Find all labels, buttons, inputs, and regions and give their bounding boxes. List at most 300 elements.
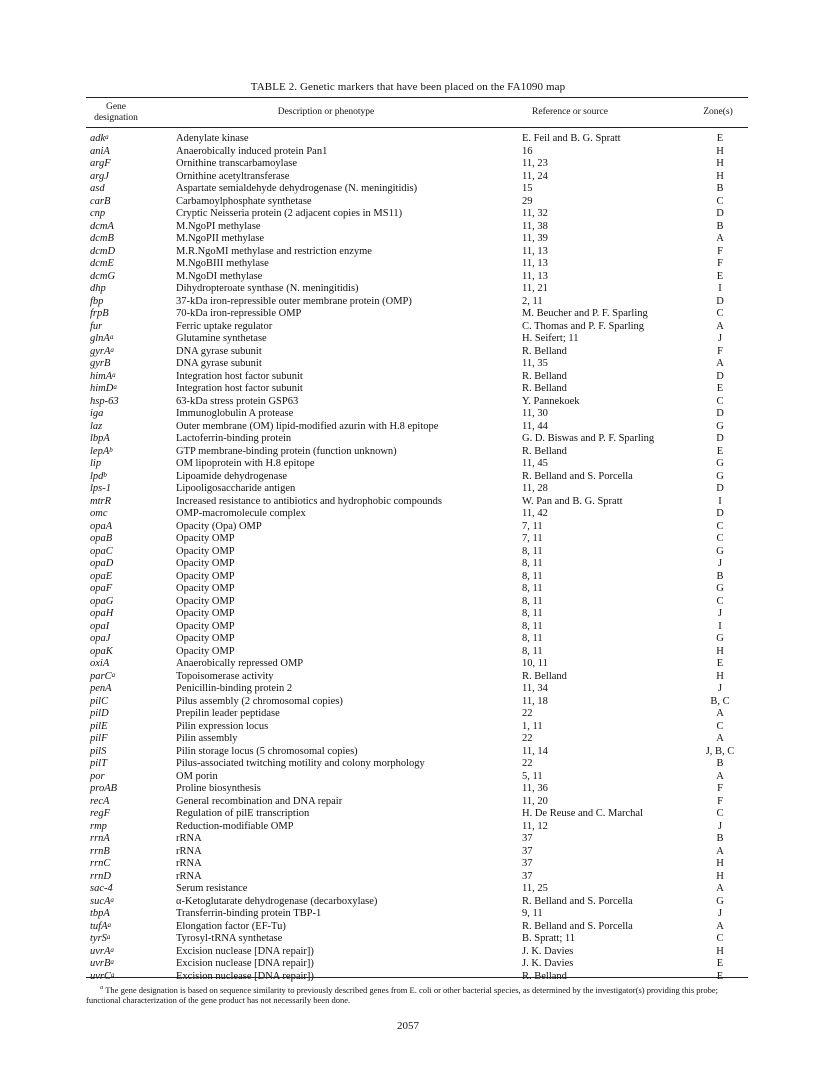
reference-cell: R. Belland (522, 670, 567, 682)
description-cell: Anaerobically repressed OMP (176, 658, 304, 669)
zone-cell: J (717, 820, 723, 832)
table-row (0, 183, 816, 196)
description-cell: OM porin (176, 770, 218, 782)
zone-cell: H (716, 670, 724, 682)
zone-cell: J (717, 608, 723, 619)
zone-cell: A (716, 733, 724, 744)
zone-cell: H (716, 645, 724, 657)
gene-cell (90, 633, 110, 646)
reference-cell: 11, 28 (522, 483, 548, 494)
description-cell: Topoisomerase activity (176, 670, 274, 682)
table-row (0, 233, 816, 246)
description-cell: Carbamoylphosphate synthetase (176, 195, 312, 207)
zone-cell: E (716, 133, 724, 144)
gene-name: pilD (90, 708, 109, 719)
reference-cell: 11, 38 (522, 220, 548, 232)
table-row (0, 196, 816, 209)
zone-cell: A (716, 708, 724, 719)
reference-cell: 8, 11 (522, 570, 543, 582)
table-row (0, 908, 816, 921)
gene-name: lbpA (90, 433, 110, 444)
gene-name: adk (90, 133, 106, 144)
gene-cell (90, 733, 108, 746)
table-row (0, 558, 816, 571)
gene-cell (90, 258, 114, 271)
reference-cell: 2, 11 (522, 295, 543, 307)
gene-cell (90, 358, 110, 371)
gene-name: opaA (90, 520, 113, 532)
gene-name: oxiA (90, 658, 110, 669)
gene-name: opaC (90, 545, 113, 557)
description-cell: Pilus-associated twitching motility and colony morphology (176, 758, 425, 769)
gene-footnote-mark: a (110, 958, 114, 966)
gene-name: regF (90, 808, 111, 819)
zone-cell: D (716, 508, 724, 519)
zone-cell: G (716, 895, 724, 907)
reference-cell: R. Belland (522, 370, 567, 382)
reference-cell: 11, 24 (522, 170, 548, 182)
gene-footnote-mark: a (112, 370, 116, 379)
zone-cell: E (716, 270, 724, 282)
description-cell: Opacity (Opa) OMP (176, 520, 262, 532)
zone-cell: H (716, 170, 724, 182)
gene-name: pilE (90, 720, 108, 732)
table-row (0, 783, 816, 796)
zone-cell: A (716, 320, 724, 332)
table-row (0, 146, 816, 159)
description-cell: Lipoamide dehydrogenase (176, 470, 288, 482)
gene-name: argJ (90, 170, 109, 182)
gene-cell (90, 658, 109, 671)
reference-cell: H. Seifert; 11 (522, 333, 579, 344)
gene-cell (90, 221, 114, 234)
gene-name: parC (90, 670, 112, 682)
header-reference: Reference or source (532, 107, 608, 117)
description-cell: rRNA (176, 845, 202, 857)
table-row (0, 833, 816, 846)
gene-cell (90, 471, 107, 484)
gene-footnote-mark: b (103, 470, 107, 479)
reference-cell: 8, 11 (522, 558, 543, 569)
gene-name: gyrA (90, 345, 111, 357)
description-cell: Opacity OMP (176, 533, 235, 544)
description-cell: Proline biosynthesis (176, 783, 261, 794)
table-row (0, 408, 816, 421)
gene-name: mtrR (90, 495, 111, 507)
gene-cell (90, 871, 111, 884)
reference-cell: 37 (522, 845, 533, 857)
reference-cell: 8, 11 (522, 583, 543, 594)
zone-cell: F (717, 345, 723, 357)
table-row (0, 883, 816, 896)
gene-name: opaH (90, 608, 114, 619)
gene-cell (90, 508, 108, 521)
gene-cell (90, 808, 110, 821)
table-row (0, 133, 816, 146)
gene-cell (90, 646, 113, 659)
table-row (0, 258, 816, 271)
gene-name: opaG (90, 595, 114, 607)
reference-cell: 7, 11 (522, 520, 543, 532)
description-cell: DNA gyrase subunit (176, 358, 262, 369)
table-row (0, 383, 816, 396)
table-row (0, 371, 816, 384)
description-cell: 63-kDa stress protein GSP63 (176, 395, 299, 407)
table-row (0, 283, 816, 296)
gene-cell (90, 771, 105, 784)
zone-cell: D (716, 483, 724, 494)
zone-cell: A (716, 233, 724, 244)
table-row (0, 696, 816, 709)
gene-cell (90, 958, 114, 971)
table-row (0, 746, 816, 759)
gene-name: opaF (90, 583, 113, 594)
table-row (0, 296, 816, 309)
zone-cell: G (716, 420, 724, 432)
zone-cell: C (716, 195, 724, 207)
table-title: TABLE 2. Genetic markers that have been placed on the FA1090 map (250, 81, 566, 93)
gene-footnote-mark: a (110, 345, 114, 354)
gene-cell (90, 433, 110, 446)
table-row (0, 658, 816, 671)
table-row (0, 596, 816, 609)
gene-name: lps-1 (90, 483, 111, 494)
reference-cell: 37 (522, 870, 533, 882)
gene-name: tyrS (90, 933, 107, 944)
gene-footnote-mark: a (110, 895, 114, 904)
reference-cell: Y. Pannekoek (522, 395, 580, 407)
description-cell: Cryptic Neisseria protein (2 adjacent copies in MS11) (176, 208, 403, 219)
description-cell: Adenylate kinase (176, 133, 249, 144)
zone-cell: G (716, 583, 724, 594)
gene-name: opaK (90, 645, 113, 657)
reference-cell: 11, 14 (522, 745, 548, 757)
zone-cell: F (717, 783, 723, 794)
gene-name: dcmG (90, 270, 116, 282)
gene-footnote-mark: b (109, 445, 113, 454)
header-gene: Gene designation (94, 102, 138, 123)
description-cell: Prepilin leader peptidase (176, 708, 280, 719)
gene-name: tbpA (90, 908, 110, 919)
gene-name: gyrB (90, 358, 111, 369)
gene-cell (90, 846, 110, 859)
description-cell: Elongation factor (EF-Tu) (176, 920, 286, 932)
gene-cell (90, 833, 110, 846)
description-cell: 37-kDa iron-repressible outer membrane protein (OMP) (176, 295, 412, 307)
table-row (0, 208, 816, 221)
gene-name: fur (90, 320, 103, 332)
gene-name: laz (90, 420, 103, 432)
description-cell: Ferric uptake regulator (176, 320, 273, 332)
table-row (0, 808, 816, 821)
description-cell: 70-kDa iron-repressible OMP (176, 308, 302, 319)
table-row (0, 171, 816, 184)
reference-cell: 11, 34 (522, 683, 548, 694)
description-cell: Ornithine transcarbamoylase (176, 158, 297, 169)
header-zone: Zone(s) (703, 107, 733, 117)
zone-cell: A (716, 770, 724, 782)
gene-cell (90, 683, 112, 696)
description-cell: Opacity OMP (176, 583, 235, 594)
description-cell: Serum resistance (176, 883, 248, 894)
gene-cell (90, 421, 102, 434)
gene-name: rrnB (90, 845, 110, 857)
reference-cell: 11, 32 (522, 208, 548, 219)
description-cell: Integration host factor subunit (176, 383, 303, 394)
gene-name: lpd (90, 470, 104, 482)
gene-name: recA (90, 795, 110, 807)
reference-cell: 8, 11 (522, 608, 543, 619)
reference-cell: 11, 44 (522, 420, 548, 432)
table-row (0, 333, 816, 346)
table-row (0, 946, 816, 959)
zone-cell: H (716, 870, 724, 882)
gene-name: uvrB (90, 958, 111, 969)
gene-name: iga (90, 408, 104, 419)
reference-cell: 11, 13 (522, 245, 548, 257)
gene-name: argF (90, 158, 111, 169)
zone-cell: G (716, 633, 724, 644)
description-cell: Pilin storage locus (5 chromosomal copies) (176, 745, 358, 757)
gene-name: opaI (90, 620, 110, 632)
gene-cell (90, 408, 103, 421)
footnote-text: The gene designation is based on sequence similarity to previously described genes from E. coli or other bacterial species, as determined by the investigator(s) providing this probe; functional characterization of the gene product has not necessarily been done. (86, 984, 719, 1006)
gene-cell (90, 183, 105, 196)
gene-cell (90, 596, 113, 609)
gene-cell (90, 921, 111, 934)
gene-cell (90, 671, 115, 684)
gene-cell (90, 546, 113, 559)
zone-cell: C (716, 595, 724, 607)
reference-cell: 11, 23 (522, 158, 548, 169)
reference-cell: 22 (522, 758, 533, 769)
description-cell: rRNA (176, 833, 202, 844)
gene-name: opaJ (90, 633, 111, 644)
gene-name: opaE (90, 570, 113, 582)
description-cell: Immunoglobulin A protease (176, 408, 294, 419)
table-row (0, 433, 816, 446)
gene-cell (90, 283, 106, 296)
zone-cell: J (717, 333, 723, 344)
gene-name: pilS (90, 745, 107, 757)
zone-cell: F (717, 258, 723, 269)
gene-cell (90, 346, 114, 359)
zone-cell: G (716, 545, 724, 557)
gene-cell (90, 783, 117, 796)
gene-name: pilF (90, 733, 108, 744)
zone-cell: B, C (710, 695, 730, 707)
reference-cell: 11, 20 (522, 795, 548, 807)
gene-cell (90, 796, 109, 809)
table-row (0, 708, 816, 721)
reference-cell: 7, 11 (522, 533, 543, 544)
table-row (0, 821, 816, 834)
zone-cell: C (716, 808, 724, 819)
zone-cell: F (717, 795, 723, 807)
gene-footnote-mark: a (107, 920, 111, 929)
zone-cell: I (718, 283, 722, 294)
reference-cell: 8, 11 (522, 545, 543, 557)
gene-name: por (90, 770, 105, 782)
zone-cell: G (716, 470, 724, 482)
table-row (0, 896, 816, 909)
description-cell: Reduction-modifiable OMP (176, 820, 294, 832)
table-row (0, 721, 816, 734)
table-row (0, 546, 816, 559)
gene-name: rmp (90, 820, 107, 832)
gene-cell (90, 858, 110, 871)
gene-name: aniA (90, 145, 110, 157)
table-row (0, 308, 816, 321)
description-cell: Outer membrane (OM) lipid-modified azurin with H.8 epitope (176, 420, 439, 432)
zone-cell: D (716, 208, 724, 219)
zone-cell: E (716, 658, 724, 669)
gene-name: sac-4 (90, 883, 113, 894)
reference-cell: 5, 11 (522, 770, 543, 782)
description-cell: Regulation of pilE transcription (176, 808, 310, 819)
gene-cell (90, 558, 113, 571)
description-cell: Excision nuclease [DNA repair]) (176, 945, 314, 957)
description-cell: Opacity OMP (176, 570, 235, 582)
reference-cell: M. Beucher and P. F. Sparling (522, 308, 648, 319)
description-cell: Opacity OMP (176, 545, 235, 557)
zone-cell: H (716, 145, 724, 157)
table-row (0, 846, 816, 859)
zone-cell: E (716, 958, 724, 969)
reference-cell: 11, 45 (522, 458, 548, 469)
gene-cell (90, 496, 111, 509)
page-number: 2057 (397, 1020, 419, 1032)
zone-cell: H (716, 858, 724, 869)
description-cell: M.NgoBIII methylase (176, 258, 269, 269)
gene-cell (90, 458, 101, 471)
description-cell: M.NgoPI methylase (176, 220, 261, 232)
gene-name: rrnD (90, 870, 112, 882)
description-cell: Excision nuclease [DNA repair]) (176, 970, 314, 982)
description-cell: Anaerobically induced protein Pan1 (176, 145, 328, 157)
zone-cell: I (718, 495, 722, 507)
description-cell: Opacity OMP (176, 608, 235, 619)
zone-cell: B (716, 570, 724, 582)
reference-cell: R. Belland (522, 345, 567, 357)
description-cell: M.NgoPII methylase (176, 233, 265, 244)
gene-cell (90, 896, 114, 909)
table-row (0, 933, 816, 946)
gene-cell (90, 271, 115, 284)
zone-cell: D (716, 408, 724, 419)
reference-cell: E. Feil and B. G. Spratt (522, 133, 621, 144)
reference-cell: G. D. Biswas and P. F. Sparling (522, 433, 655, 444)
table-row (0, 358, 816, 371)
gene-cell (90, 758, 107, 771)
description-cell: Pilus assembly (2 chromosomal copies) (176, 695, 343, 707)
header-description: Description or phenotype (277, 107, 375, 117)
zone-cell: C (716, 395, 724, 407)
reference-cell: 8, 11 (522, 620, 543, 632)
reference-cell: 22 (522, 708, 533, 719)
zone-cell: A (716, 358, 724, 369)
table-row (0, 458, 816, 471)
table-row (0, 483, 816, 496)
gene-name: hsp-63 (90, 395, 119, 407)
reference-cell: 11, 30 (522, 408, 548, 419)
description-cell: Tyrosyl-tRNA synthetase (176, 933, 283, 944)
gene-cell (90, 608, 113, 621)
zone-cell: H (716, 945, 724, 957)
gene-cell (90, 308, 109, 321)
reference-cell: 15 (522, 183, 533, 194)
table-row (0, 796, 816, 809)
table-row (0, 733, 816, 746)
table-row (0, 158, 816, 171)
gene-cell (90, 371, 116, 384)
zone-cell: E (716, 970, 724, 982)
gene-name: himA (90, 370, 113, 382)
description-cell: rRNA (176, 870, 202, 882)
gene-cell (90, 708, 109, 721)
gene-name: himD (90, 383, 114, 394)
description-cell: M.R.NgoMI methylase and restriction enzyme (176, 245, 372, 257)
gene-cell (90, 883, 113, 896)
description-cell: Penicillin-binding protein 2 (176, 683, 293, 694)
zone-cell: C (716, 533, 724, 544)
table-row (0, 571, 816, 584)
zone-cell: C (716, 308, 724, 319)
table-row (0, 221, 816, 234)
reference-cell: 16 (522, 145, 533, 157)
table-row (0, 496, 816, 509)
reference-cell: 11, 35 (522, 358, 548, 369)
gene-name: dcmD (90, 245, 116, 257)
reference-cell: 11, 42 (522, 508, 548, 519)
description-cell: OMP-macromolecule complex (176, 508, 306, 519)
description-cell: Opacity OMP (176, 595, 235, 607)
reference-cell: 11, 36 (522, 783, 548, 794)
table-row (0, 246, 816, 259)
gene-cell (90, 446, 113, 459)
description-cell: Glutamine synthetase (176, 333, 267, 344)
zone-cell: E (716, 383, 724, 394)
zone-cell: D (716, 433, 724, 444)
gene-name: opaB (90, 533, 113, 544)
table-row (0, 346, 816, 359)
gene-name: tufA (90, 920, 108, 932)
description-cell: Pilin expression locus (176, 720, 269, 732)
gene-cell (90, 533, 112, 546)
gene-cell (90, 571, 112, 584)
reference-cell: R. Belland and S. Porcella (522, 895, 633, 907)
gene-name: glnA (90, 333, 110, 344)
reference-cell: 29 (522, 195, 533, 207)
description-cell: Excision nuclease [DNA repair]) (176, 958, 314, 969)
table-row (0, 608, 816, 621)
description-cell: Lipooligosaccharide antigen (176, 483, 296, 494)
gene-name: proAB (90, 783, 118, 794)
zone-cell: C (716, 933, 724, 944)
gene-footnote-mark: a (113, 383, 117, 391)
reference-cell: H. De Reuse and C. Marchal (522, 808, 644, 819)
gene-cell (90, 721, 108, 734)
description-cell: DNA gyrase subunit (176, 345, 262, 357)
table-row (0, 921, 816, 934)
gene-cell (90, 233, 114, 246)
zone-cell: G (716, 458, 724, 469)
reference-cell: 11, 18 (522, 695, 548, 707)
zone-cell: J (717, 908, 723, 919)
reference-cell: 1, 11 (522, 720, 543, 732)
gene-cell (90, 208, 105, 221)
reference-cell: 37 (522, 833, 533, 844)
